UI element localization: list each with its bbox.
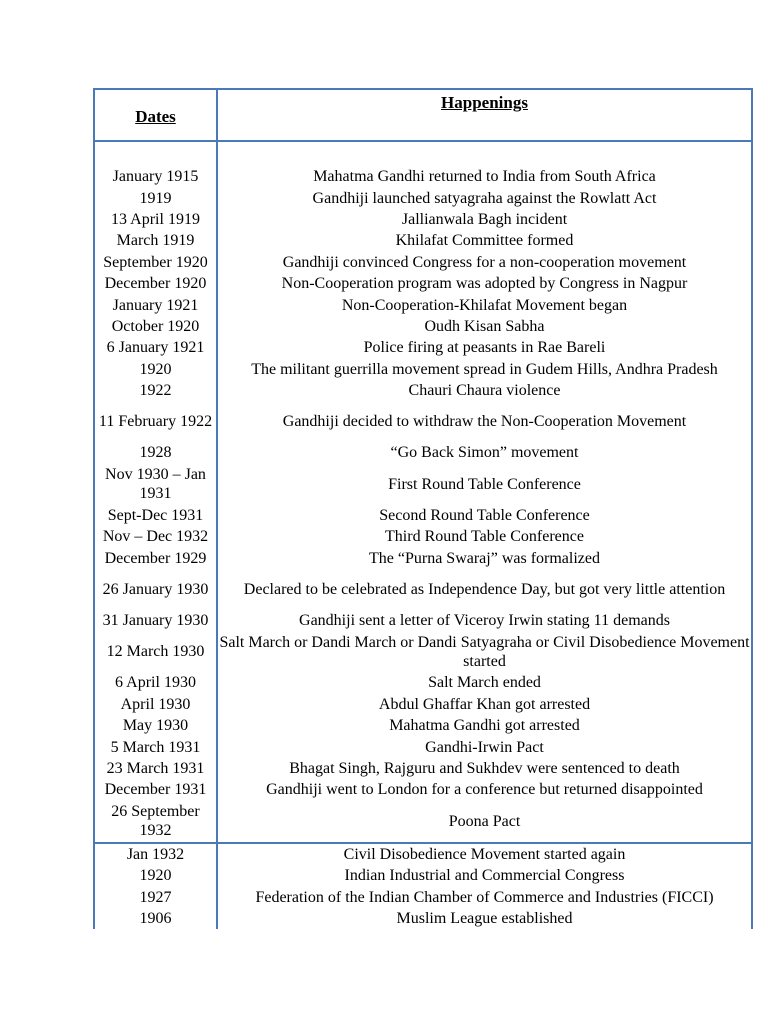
- date-cell: 1927: [94, 886, 217, 907]
- date-cell: December 1920: [94, 273, 217, 294]
- table-row: [94, 337, 752, 358]
- table-row: [94, 230, 752, 251]
- date-cell: September 1920: [94, 252, 217, 273]
- happening-cell: “Go Back Simon” movement: [217, 442, 752, 463]
- happening-cell: Gandhiji sent a letter of Viceroy Irwin stating 11 demands: [217, 610, 752, 631]
- table-row: [94, 672, 752, 693]
- table-row: [94, 886, 752, 907]
- happening-cell: Poona Pact: [217, 801, 752, 843]
- happening-cell: Oudh Kisan Sabha: [217, 316, 752, 337]
- happening-cell: Muslim League established: [217, 908, 752, 929]
- timeline-section-2: [94, 843, 752, 930]
- table-row: [94, 166, 752, 187]
- table-row: [94, 442, 752, 463]
- date-cell: 1928: [94, 442, 217, 463]
- date-cell: March 1919: [94, 230, 217, 251]
- happening-cell: Non-Cooperation-Khilafat Movement began: [217, 294, 752, 315]
- happening-cell: Federation of the Indian Chamber of Commerce and Industries (FICCI): [217, 886, 752, 907]
- table-row: [94, 843, 752, 865]
- table-row: [94, 736, 752, 757]
- date-cell: 26 January 1930: [94, 569, 217, 610]
- table-row: [94, 505, 752, 526]
- happening-cell: Gandhiji launched satyagraha against the Rowlatt Act: [217, 187, 752, 208]
- happening-cell: Bhagat Singh, Rajguru and Sukhdev were sentenced to death: [217, 758, 752, 779]
- date-cell: April 1930: [94, 694, 217, 715]
- dates-column-header: Dates: [94, 89, 217, 141]
- table-row: [94, 464, 752, 505]
- table-row: [94, 273, 752, 294]
- date-cell: 5 March 1931: [94, 736, 217, 757]
- happening-cell: Mahatma Gandhi returned to India from South Africa: [217, 166, 752, 187]
- date-cell: December 1929: [94, 547, 217, 568]
- table-row: [94, 801, 752, 843]
- date-cell: 1922: [94, 380, 217, 401]
- spacer-row: [94, 141, 752, 166]
- date-cell: 23 March 1931: [94, 758, 217, 779]
- table-row: [94, 316, 752, 337]
- date-cell: 1919: [94, 187, 217, 208]
- happening-cell: Second Round Table Conference: [217, 505, 752, 526]
- happening-cell: Khilafat Committee formed: [217, 230, 752, 251]
- happenings-column-header: Happenings: [217, 89, 752, 141]
- happening-cell: Gandhiji decided to withdraw the Non-Cooperation Movement: [217, 401, 752, 442]
- table-row: [94, 401, 752, 442]
- table-row: [94, 359, 752, 380]
- happening-cell: First Round Table Conference: [217, 464, 752, 505]
- date-cell: January 1921: [94, 294, 217, 315]
- date-cell: 1906: [94, 908, 217, 929]
- table-row: [94, 547, 752, 568]
- date-cell: 1920: [94, 865, 217, 886]
- date-cell: Nov 1930 – Jan 1931: [94, 464, 217, 505]
- date-cell: 26 September 1932: [94, 801, 217, 843]
- table-row: [94, 569, 752, 610]
- happening-cell: The “Purna Swaraj” was formalized: [217, 547, 752, 568]
- happening-cell: Salt March ended: [217, 672, 752, 693]
- table-row: [94, 715, 752, 736]
- date-cell: 12 March 1930: [94, 631, 217, 672]
- happening-cell: Abdul Ghaffar Khan got arrested: [217, 694, 752, 715]
- happening-cell: Non-Cooperation program was adopted by Congress in Nagpur: [217, 273, 752, 294]
- history-timeline-table: [93, 88, 753, 929]
- table-row: [94, 380, 752, 401]
- table-row: [94, 908, 752, 929]
- table-row: [94, 779, 752, 800]
- table-row: [94, 209, 752, 230]
- date-cell: Nov – Dec 1932: [94, 526, 217, 547]
- happening-cell: Gandhi-Irwin Pact: [217, 736, 752, 757]
- date-cell: May 1930: [94, 715, 217, 736]
- happening-cell: Third Round Table Conference: [217, 526, 752, 547]
- date-cell: Sept-Dec 1931: [94, 505, 217, 526]
- table-row: [94, 294, 752, 315]
- happening-cell: Jallianwala Bagh incident: [217, 209, 752, 230]
- happening-cell: Chauri Chaura violence: [217, 380, 752, 401]
- happening-cell: Salt March or Dandi March or Dandi Satyagraha or Civil Disobedience Movement started: [217, 631, 752, 672]
- table-row: [94, 526, 752, 547]
- happening-cell: Mahatma Gandhi got arrested: [217, 715, 752, 736]
- date-cell: 6 January 1921: [94, 337, 217, 358]
- date-cell: 6 April 1930: [94, 672, 217, 693]
- table-row: [94, 252, 752, 273]
- date-cell: January 1915: [94, 166, 217, 187]
- table-row: [94, 865, 752, 886]
- table-row: [94, 758, 752, 779]
- table-row: [94, 631, 752, 672]
- happening-cell: Gandhiji convinced Congress for a non-cooperation movement: [217, 252, 752, 273]
- date-cell: December 1931: [94, 779, 217, 800]
- date-cell: 13 April 1919: [94, 209, 217, 230]
- table-row: [94, 610, 752, 631]
- date-cell: 31 January 1930: [94, 610, 217, 631]
- timeline-section-1: [94, 141, 752, 843]
- happening-cell: Gandhiji went to London for a conference but returned disappointed: [217, 779, 752, 800]
- table-header-row: [94, 89, 752, 141]
- table-row: [94, 187, 752, 208]
- happening-cell: Police firing at peasants in Rae Bareli: [217, 337, 752, 358]
- date-cell: Jan 1932: [94, 843, 217, 865]
- happening-cell: Civil Disobedience Movement started again: [217, 843, 752, 865]
- table-row: [94, 694, 752, 715]
- happening-cell: Indian Industrial and Commercial Congress: [217, 865, 752, 886]
- date-cell: October 1920: [94, 316, 217, 337]
- date-cell: 11 February 1922: [94, 401, 217, 442]
- happening-cell: The militant guerrilla movement spread in Gudem Hills, Andhra Pradesh: [217, 359, 752, 380]
- date-cell: 1920: [94, 359, 217, 380]
- happening-cell: Declared to be celebrated as Independence Day, but got very little attention: [217, 569, 752, 610]
